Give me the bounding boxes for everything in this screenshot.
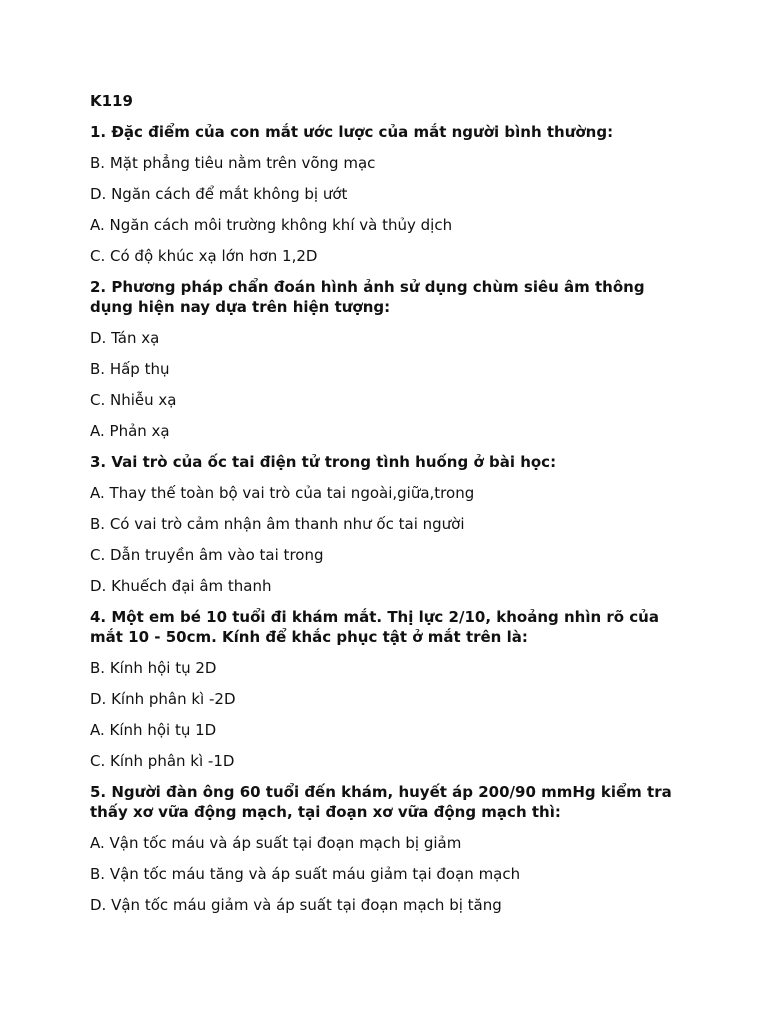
question-3-option-4: D. Khuếch đại âm thanh (90, 577, 272, 595)
question-1-option-1: B. Mặt phẳng tiêu nằm trên võng mạc (90, 154, 376, 172)
question-4-option-2: D. Kính phân kì -2D (90, 690, 236, 708)
question-1-option-3: A. Ngăn cách môi trường không khí và thủy dịch (90, 216, 453, 234)
question-3-text: 3. Vai trò của ốc tai điện tử trong tình huống ở bài học: (90, 453, 557, 471)
question-4-text: 4. Một em bé 10 tuổi đi khám mắt. Thị lực 2/10, khoảng nhìn rõ của mắt 10 - 50cm. Kính để khắc phục tật ở mắt trên là: (90, 608, 659, 646)
question-3-option-1: A. Thay thế toàn bộ vai trò của tai ngoài,giữa,trong (90, 484, 475, 502)
question-block-5 (90, 782, 690, 915)
question-3-option-3: C. Dẫn truyền âm vào tai trong (90, 546, 324, 564)
question-5-option-1: A. Vận tốc máu và áp suất tại đoạn mạch bị giảm (90, 834, 462, 852)
question-1-text: 1. Đặc điểm của con mắt ước lược của mắt người bình thường: (90, 123, 614, 141)
question-1-option-4: C. Có độ khúc xạ lớn hơn 1,2D (90, 247, 318, 265)
question-4-option-4: C. Kính phân kì -1D (90, 752, 235, 770)
question-3-option-2: B. Có vai trò cảm nhận âm thanh như ốc tai người (90, 515, 465, 533)
question-block-4 (90, 607, 690, 771)
question-block-1 (90, 122, 690, 266)
question-5-text: 5. Người đàn ông 60 tuổi đến khám, huyết áp 200/90 mmHg kiểm tra thấy xơ vữa động mạch, tại đoạn xơ vữa động mạch thì: (90, 783, 672, 821)
question-2-option-1: D. Tán xạ (90, 329, 160, 347)
question-5-option-2: B. Vận tốc máu tăng và áp suất máu giảm tại đoạn mạch (90, 865, 521, 883)
question-4-option-1: B. Kính hội tụ 2D (90, 659, 217, 677)
question-2-option-4: A. Phản xạ (90, 422, 170, 440)
document-title: K119 (90, 92, 133, 110)
question-1-option-2: D. Ngăn cách để mắt không bị ướt (90, 185, 348, 203)
question-block-3 (90, 452, 690, 596)
question-2-text: 2. Phương pháp chẩn đoán hình ảnh sử dụng chùm siêu âm thông dụng hiện nay dựa trên hiện tượng: (90, 278, 645, 316)
question-5-option-3: D. Vận tốc máu giảm và áp suất tại đoạn mạch bị tăng (90, 896, 502, 914)
question-2-option-3: C. Nhiễu xạ (90, 391, 177, 409)
question-2-option-2: B. Hấp thụ (90, 360, 170, 378)
question-block-2 (90, 277, 690, 441)
question-4-option-3: A. Kính hội tụ 1D (90, 721, 217, 739)
document-page (90, 91, 690, 926)
